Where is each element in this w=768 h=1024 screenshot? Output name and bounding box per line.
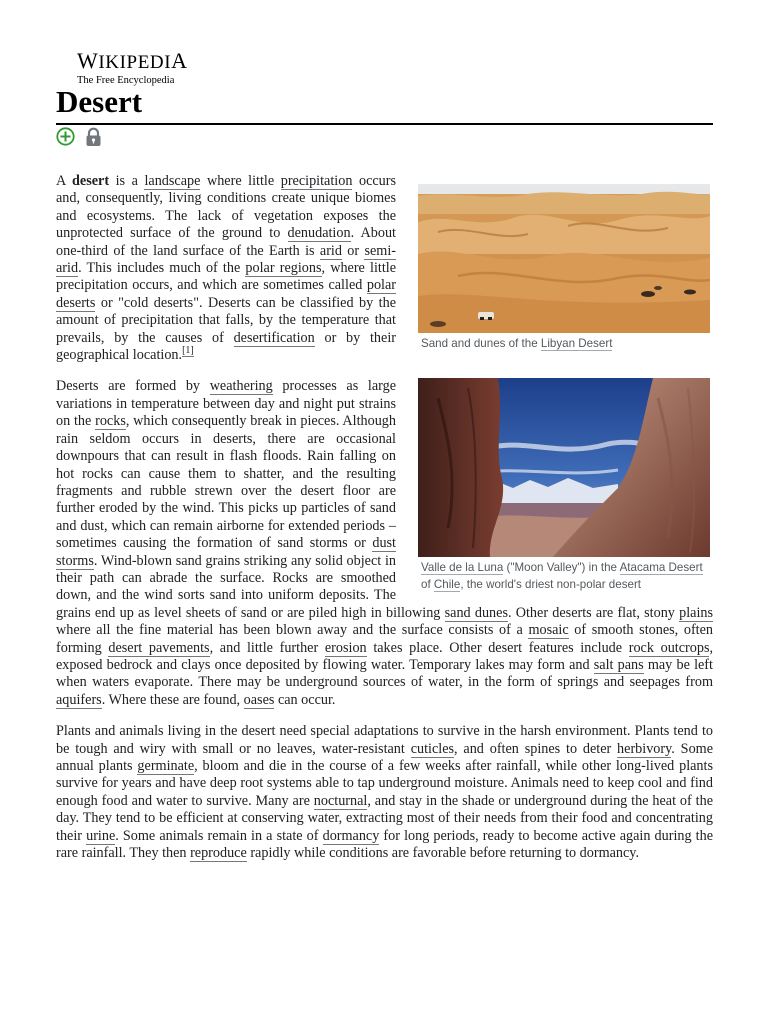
figure-caption: Valle de la Luna ("Moon Valley") in the Atacama Desert of Chile, the world's driest non-polar desert xyxy=(421,561,703,592)
link-dust-storms[interactable]: dust storms xyxy=(56,535,396,569)
bold-term: desert xyxy=(72,173,110,189)
link-mosaic[interactable]: mosaic xyxy=(528,622,569,639)
link-arid[interactable]: arid xyxy=(319,242,342,259)
link-desertification[interactable]: desertification xyxy=(233,329,315,346)
link-germinate[interactable]: germinate xyxy=(137,758,195,774)
article-body xyxy=(56,173,713,876)
title-divider xyxy=(56,123,713,125)
link-precipitation[interactable]: precipitation xyxy=(280,173,353,189)
link-atacama-desert[interactable]: Atacama Desert xyxy=(619,561,703,575)
lock-icon[interactable] xyxy=(84,127,103,147)
link-polar-regions[interactable]: polar regions xyxy=(245,260,322,277)
link-nocturnal[interactable]: nocturnal xyxy=(313,792,368,809)
wikipedia-logo[interactable] xyxy=(77,48,188,87)
link-cuticles[interactable]: cuticles xyxy=(410,740,455,757)
link-valle-de-la-luna[interactable]: Valle de la Luna xyxy=(421,561,504,575)
link-erosion[interactable]: erosion xyxy=(324,639,367,656)
figure-valle-de-la-luna xyxy=(418,378,710,593)
link-plains[interactable]: plains xyxy=(679,604,714,621)
paragraph-intro: A desert is a landscape where little precipitation occurs and, consequently, living conditions create unique biomes and ecosystems. The lack of vegetation exposes the unprotected surface of the ground to denudation. About one-third of the land surface of the Earth is arid or semi-arid. This includes much of the polar regions, where little precipitation occurs, and which are sometimes called polar deserts or "cold deserts". Deserts can be classified by the amount of precipitation that falls, by the temperature that prevails, by the causes of desertification or by their geographical location.[1] xyxy=(56,173,397,364)
link-aquifers[interactable]: aquifers xyxy=(56,691,102,708)
link-urine[interactable]: urine xyxy=(86,827,116,844)
link-semi-arid[interactable]: semi-arid xyxy=(56,242,396,277)
link-polar-deserts[interactable]: polar deserts xyxy=(56,277,396,311)
link-oases[interactable]: oases xyxy=(243,691,275,708)
link-reproduce[interactable]: reproduce xyxy=(190,845,247,862)
link-sand-dunes[interactable]: sand dunes xyxy=(444,604,508,621)
figure-caption: Sand and dunes of the Libyan Desert xyxy=(421,337,613,350)
link-chile[interactable]: Chile xyxy=(433,578,461,592)
link-desert-pavements[interactable]: desert pavements xyxy=(108,639,210,656)
link-libyan-desert[interactable]: Libyan Desert xyxy=(540,337,613,350)
plus-circle-icon[interactable] xyxy=(56,127,75,147)
paragraph-formation: Deserts are formed by weathering processes as large variations in temperature between day and night put strains on the rocks, which consequently break in pieces. Although rain seldom occurs in deserts, there are occasional downpours that can result in flash floods. Rain falling on hot rocks can cause them to shatter, and the resulting fragments and rubble strewn over the desert floor are further eroded by the wind. This picks up particles of sand and dust, which can remain airborne for extended periods – sometimes causing the formation of sand storms or dust storms. Wind-blown sand grains striking any solid object in their path can abrade the surface. Rocks are smoothed down, and the wind sorts sand into uniform deposits. The grains end up as level sheets of sand or are piled high in billowing sand dunes. Other deserts are flat, stony plains where all the fine material has been blown away and the surface consists of a mosaic of smooth stones, often forming desert pavements, and little further erosion takes place. Other desert features include rock outcrops, exposed bedrock and clays once deposited by flowing water. Temporary lakes may form and salt pans may be left when waters evaporate. There may be underground sources of water, in the form of springs and seepages from aquifers. Where these are found, oases can occur. xyxy=(56,378,714,708)
canyon-valley-photo[interactable] xyxy=(418,378,710,557)
page-status-icons xyxy=(56,127,103,147)
link-rocks[interactable]: rocks xyxy=(95,413,126,430)
desert-dunes-photo[interactable] xyxy=(418,184,710,333)
link-denudation[interactable]: denudation xyxy=(287,225,351,242)
page-title: Desert xyxy=(56,84,143,119)
citation-1 xyxy=(182,345,194,357)
citation-link[interactable]: [1] xyxy=(182,345,194,357)
logo-tagline: The Free Encyclopedia xyxy=(77,75,175,86)
link-weathering[interactable]: weathering xyxy=(209,378,273,395)
link-salt-pans[interactable]: salt pans xyxy=(593,656,644,673)
link-rock-outcrops[interactable]: rock outcrops xyxy=(628,639,710,656)
paragraph-life: Plants and animals living in the desert need special adaptations to survive in the harsh environment. Plants tend to be tough and wiry with small or no leaves, water-resistant cuticles, and often spines to deter herbivory. Some annual plants germinate, bloom and die in the course of a few weeks after rainfall, while other long-lived plants survive for years and have deep root systems able to tap underground moisture. Animals need to keep cool and find enough food and water to survive. Many are nocturnal, and stay in the shade or underground during the heat of the day. They tend to be efficient at conserving water, extracting most of their needs from their food and concentrating their urine. Some animals remain in a state of dormancy for long periods, ready to become active again during the rare rainfall. They then reproduce rapidly while conditions are favorable before returning to dormancy. xyxy=(56,723,714,862)
link-dormancy[interactable]: dormancy xyxy=(322,827,380,844)
link-landscape[interactable]: landscape xyxy=(144,173,201,189)
logo-wordmark: WIKIPEDIA xyxy=(77,48,188,73)
figure-libyan-desert xyxy=(418,184,710,352)
link-herbivory[interactable]: herbivory xyxy=(617,740,672,757)
